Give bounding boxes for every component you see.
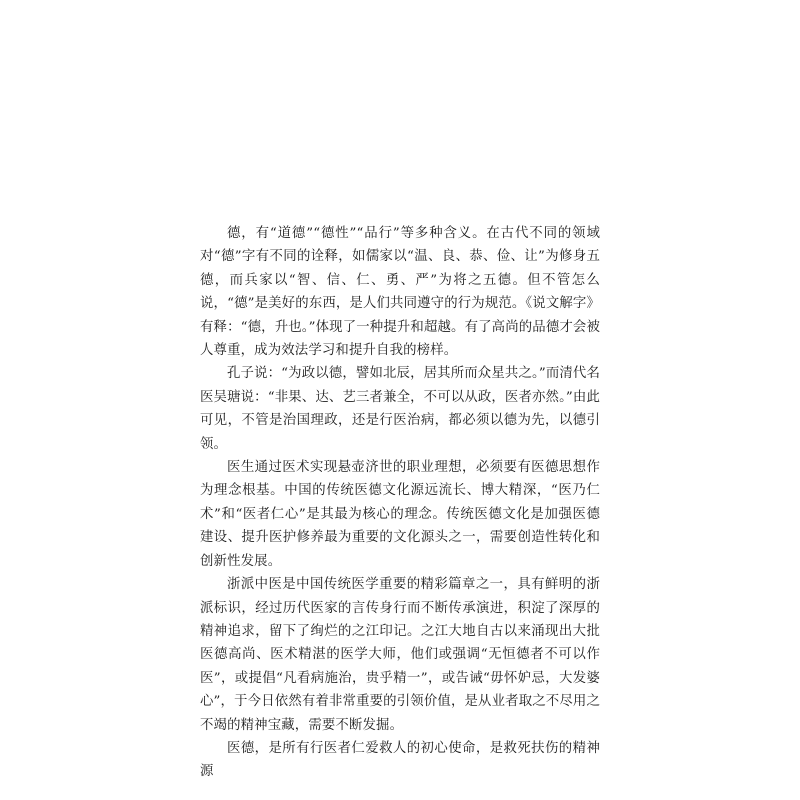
document-page (200, 222, 600, 784)
paragraph-zhejiang-medicine: 浙派中医是中国传统医学重要的精彩篇章之一，具有鲜明的浙派标识，经过历代医家的言传身行而不断传承演进，积淀了深厚的精神追求，留下了绚烂的之江印记。之江大地自古以来涌现出大批医德高尚、医术精湛的医学大师，他们或强调“无恒德者不可以作医”，或提倡“凡看病施治，贵乎精一”，或告诫“毋怀妒忌，大发婆心”，于今日依然有着非常重要的引领价值，是从业者取之不尽用之不竭的精神宝藏，需要不断发掘。 (200, 577, 600, 733)
paragraph-confucius-quote: 孔子说：“为政以德，譬如北辰，居其所而众星共之。”而清代名医吴瑭说：“非果、达、艺三者兼全，不可以从政，医者亦然。”由此可见，不管是治国理政，还是行医治病，都必须以德为先，以德引领。 (200, 366, 600, 452)
paragraph-medical-virtue: 医德，是所有行医者仁爱救人的初心使命，是救死扶伤的精神源 (200, 740, 600, 780)
paragraph-medical-ethics-foundation: 医生通过医术实现悬壶济世的职业理想，必须要有医德思想作为理念根基。中国的传统医德文化源远流长、博大精深，“医乃仁术”和“医者仁心”是其最为核心的理念。传统医德文化是加强医德建设、提升医护修养最为重要的文化源头之一，需要创造性转化和创新性发展。 (200, 460, 600, 569)
paragraph-definition-of-de: 德，有“道德”“德性”“品行”等多种含义。在古代不同的领域对“德”字有不同的诠释，如儒家以“温、良、恭、俭、让”为修身五德，而兵家以“智、信、仁、勇、严”为将之五德。但不管怎么说，“德”是美好的东西，是人们共同遵守的行为规范。《说文解字》有释：“德，升也。”体现了一种提升和超越。有了高尚的品德才会被人尊重，成为效法学习和提升自我的榜样。 (200, 226, 600, 359)
